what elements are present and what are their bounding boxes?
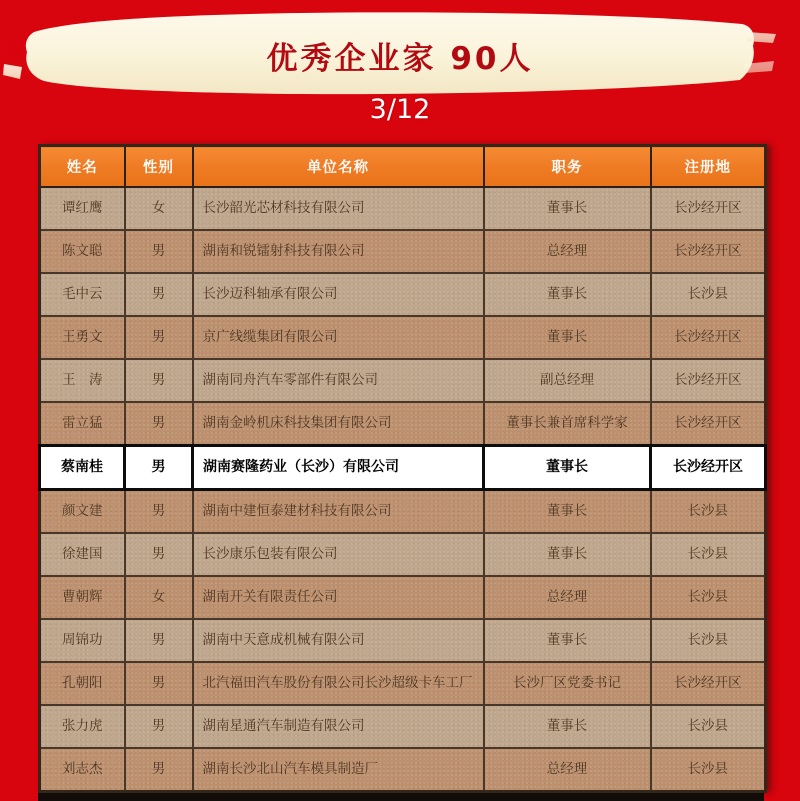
cell-position: 董事长 <box>484 619 651 662</box>
cell-location: 长沙县 <box>651 619 766 662</box>
cell-location: 长沙经开区 <box>651 402 766 446</box>
cell-gender: 男 <box>125 619 193 662</box>
cell-position: 长沙厂区党委书记 <box>484 662 651 705</box>
table-row <box>40 359 766 402</box>
cell-company: 湖南长沙北山汽车模具制造厂 <box>193 748 484 792</box>
cell-position: 总经理 <box>484 748 651 792</box>
table-bottom-border <box>38 793 764 801</box>
cell-gender: 男 <box>125 446 193 490</box>
cell-name: 谭红鹰 <box>40 187 125 230</box>
header-cell-company: 单位名称 <box>193 146 484 188</box>
cell-location: 长沙经开区 <box>651 230 766 273</box>
cell-name: 孔朝阳 <box>40 662 125 705</box>
cell-company: 长沙迈科轴承有限公司 <box>193 273 484 316</box>
table-row <box>40 533 766 576</box>
cell-position: 董事长 <box>484 187 651 230</box>
cell-name: 刘志杰 <box>40 748 125 792</box>
cell-location: 长沙县 <box>651 576 766 619</box>
table-row <box>40 576 766 619</box>
table-row <box>40 230 766 273</box>
page-indicator: 3/12 <box>369 94 431 125</box>
cell-position: 副总经理 <box>484 359 651 402</box>
table-header <box>40 146 766 188</box>
cell-company: 长沙韶光芯材科技有限公司 <box>193 187 484 230</box>
table-row <box>40 748 766 792</box>
table-row <box>40 619 766 662</box>
cell-gender: 男 <box>125 490 193 534</box>
page-title: 优秀企业家 90人 <box>266 41 534 77</box>
cell-company: 湖南星通汽车制造有限公司 <box>193 705 484 748</box>
cell-gender: 男 <box>125 359 193 402</box>
cell-location: 长沙经开区 <box>651 316 766 359</box>
cell-name: 蔡南桂 <box>40 446 125 490</box>
cell-gender: 男 <box>125 705 193 748</box>
table-row <box>40 662 766 705</box>
cell-gender: 男 <box>125 316 193 359</box>
cell-position: 总经理 <box>484 230 651 273</box>
cell-location: 长沙县 <box>651 490 766 534</box>
cell-gender: 女 <box>125 576 193 619</box>
table-row <box>40 490 766 534</box>
cell-company: 湖南同舟汽车零部件有限公司 <box>193 359 484 402</box>
cell-position: 董事长 <box>484 533 651 576</box>
header-cell-position: 职务 <box>484 146 651 188</box>
cell-location: 长沙经开区 <box>651 359 766 402</box>
table-row <box>40 446 766 490</box>
cell-name: 王勇文 <box>40 316 125 359</box>
cell-name: 周锦功 <box>40 619 125 662</box>
cell-name: 曹朝辉 <box>40 576 125 619</box>
table-header-row <box>40 146 766 188</box>
table-row <box>40 705 766 748</box>
entrepreneurs-table-wrap <box>38 144 764 801</box>
cell-gender: 男 <box>125 533 193 576</box>
cell-company: 京广线缆集团有限公司 <box>193 316 484 359</box>
table-body <box>40 187 766 792</box>
cell-location: 长沙县 <box>651 748 766 792</box>
cell-gender: 男 <box>125 748 193 792</box>
cell-location: 长沙县 <box>651 533 766 576</box>
cell-company: 湖南赛隆药业（长沙）有限公司 <box>193 446 484 490</box>
table-row <box>40 273 766 316</box>
table-row <box>40 187 766 230</box>
cell-company: 北汽福田汽车股份有限公司长沙超级卡车工厂 <box>193 662 484 705</box>
cell-company: 长沙康乐包装有限公司 <box>193 533 484 576</box>
cell-location: 长沙经开区 <box>651 187 766 230</box>
cell-name: 雷立猛 <box>40 402 125 446</box>
cell-position: 总经理 <box>484 576 651 619</box>
cell-gender: 女 <box>125 187 193 230</box>
cell-location: 长沙县 <box>651 705 766 748</box>
entrepreneurs-table <box>38 144 767 793</box>
cell-company: 湖南中建恒泰建材科技有限公司 <box>193 490 484 534</box>
cell-name: 徐建国 <box>40 533 125 576</box>
cell-gender: 男 <box>125 662 193 705</box>
cell-position: 董事长 <box>484 446 651 490</box>
cell-location: 长沙经开区 <box>651 662 766 705</box>
cell-location: 长沙经开区 <box>651 446 766 490</box>
cell-name: 陈文聪 <box>40 230 125 273</box>
cell-position: 董事长 <box>484 705 651 748</box>
cell-location: 长沙县 <box>651 273 766 316</box>
cell-name: 颜文建 <box>40 490 125 534</box>
cell-position: 董事长 <box>484 490 651 534</box>
header-cell-name: 姓名 <box>40 146 125 188</box>
cell-name: 张力虎 <box>40 705 125 748</box>
cell-position: 董事长兼首席科学家 <box>484 402 651 446</box>
cell-gender: 男 <box>125 273 193 316</box>
cell-company: 湖南中天意成机械有限公司 <box>193 619 484 662</box>
header-cell-gender: 性别 <box>125 146 193 188</box>
cell-position: 董事长 <box>484 316 651 359</box>
cell-position: 董事长 <box>484 273 651 316</box>
cell-company: 湖南和锐镭射科技有限公司 <box>193 230 484 273</box>
title-banner <box>0 2 800 106</box>
table-row <box>40 316 766 359</box>
cell-gender: 男 <box>125 230 193 273</box>
table-row <box>40 402 766 446</box>
cell-name: 毛中云 <box>40 273 125 316</box>
cell-name: 王 涛 <box>40 359 125 402</box>
cell-gender: 男 <box>125 402 193 446</box>
header-cell-location: 注册地 <box>651 146 766 188</box>
cell-company: 湖南开关有限责任公司 <box>193 576 484 619</box>
cell-company: 湖南金岭机床科技集团有限公司 <box>193 402 484 446</box>
